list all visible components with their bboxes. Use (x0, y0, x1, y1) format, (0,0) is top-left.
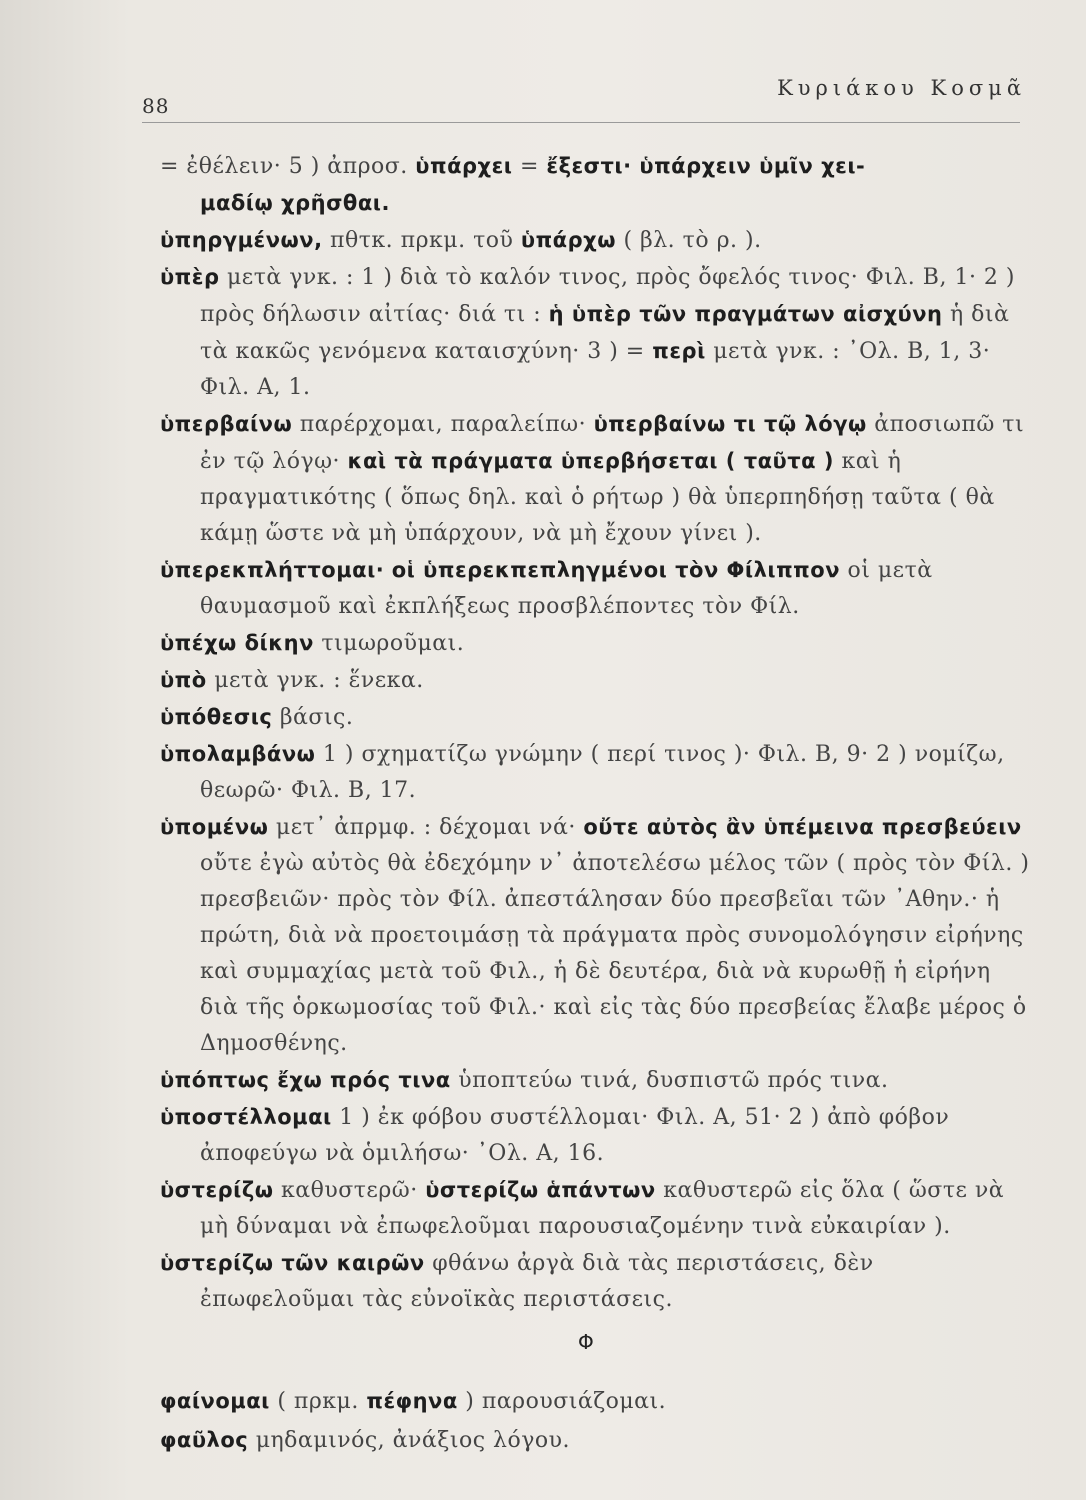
glossary-entry: φαίνομαι ( πρκμ. πέφηνα ) παρουσιάζομαι. (160, 1389, 667, 1414)
phi-section (160, 1382, 1030, 1460)
header-rule (142, 122, 1020, 123)
page-number: 88 (142, 94, 170, 118)
glossary-entry: ὑστερίζω καθυστερῶ· ὑστερίζω ἁπάντων καθυστερῶ εἰς ὅλα ( ὥστε νὰ μὴ δύναμαι νὰ ἐπωφελοῦμαι παρουσιαζομένην τινὰ εὐκαιρίαν ). (160, 1178, 1005, 1239)
running-head: Κυριάκου Κοσμᾶ (777, 76, 1026, 100)
glossary-entry: ὑπόθεσις βάσις. (160, 705, 354, 730)
glossary-entry: = ἐθέλειν· 5 ) ἀπροσ. ὑπάρχει = ἔξεστι· ὑπάρχειν ὑμῖν χει- μαδίῳ χρῆσθαι. (160, 154, 866, 215)
glossary-entry: φαῦλος μηδαμινός, ἀνάξιος λόγου. (160, 1428, 570, 1453)
glossary-entry: ὑπερεκπλήττομαι· οἱ ὑπερεκπεπληγμένοι τὸν Φίλιππον οἱ μετὰ θαυμασμοῦ καὶ ἐκπλήξεως προσβλέποντες τὸν Φίλ. (160, 558, 933, 619)
glossary-entry: ὑπερβαίνω παρέρχομαι, παραλείπω· ὑπερβαίνω τι τῷ λόγῳ ἀποσιωπῶ τι ἐν τῷ λόγῳ· καὶ τὰ πράγματα ὑπερβήσεται ( ταῦτα ) καὶ ἡ πραγματικότης ( ὅπως δηλ. καὶ ὁ ρήτωρ ) θὰ ὑπερπηδήσῃ ταῦτα ( θὰ κάμῃ ὥστε νὰ μὴ ὑπάρχουν, νὰ μὴ ἔχουν γίνει ). (160, 412, 1025, 546)
glossary-body (160, 148, 1030, 1318)
glossary-entry: ὑπηργμένων, πθτκ. πρκμ. τοῦ ὑπάρχω ( βλ. τὸ ρ. ). (160, 228, 762, 253)
glossary-entry: ὑπὲρ μετὰ γνκ. : 1 ) διὰ τὸ καλόν τινος, πρὸς ὄφελός τινος· Φιλ. Β, 1· 2 ) πρὸς δήλωσιν αἰτίας· διά τι : ἡ ὑπὲρ τῶν πραγμάτων αἰσχύνη ἡ διὰ τὰ κακῶς γενόμενα καταισχύνη· 3 ) = περὶ μετὰ γνκ. : ᾿Ολ. Β, 1, 3· Φιλ. Α, 1. (160, 265, 1015, 400)
glossary-entry: ὑπὸ μετὰ γνκ. : ἕνεκα. (160, 668, 424, 693)
glossary-entry: ὑπολαμβάνω 1 ) σχηματίζω γνώμην ( περί τινος )· Φιλ. Β, 9· 2 ) νομίζω, θεωρῶ· Φιλ. Β, 17. (160, 742, 1005, 803)
glossary-entry: ὑπόπτως ἔχω πρός τινα ὑποπτεύω τινά, δυσπιστῶ πρός τινα. (160, 1068, 889, 1093)
glossary-entry: ὑποστέλλομαι 1 ) ἐκ φόβου συστέλλομαι· Φιλ. Α, 51· 2 ) ἀπὸ φόβον ἀποφεύγω νὰ ὁμιλήσω· ᾿Ολ. Α, 16. (160, 1105, 950, 1166)
glossary-entry: ὑστερίζω τῶν καιρῶν φθάνω ἀργὰ διὰ τὰς περιστάσεις, δὲν ἐπωφελοῦμαι τὰς εὐνοϊκὰς περιστάσεις. (160, 1251, 874, 1312)
glossary-entry: ὑπομένω μετ᾿ ἀπρμφ. : δέχομαι νά· οὔτε αὐτὸς ἂν ὑπέμεινα πρεσβεύειν οὔτε ἐγὼ αὐτὸς θὰ ἐδεχόμην ν᾿ ἀποτελέσω μέλος τῶν ( πρὸς τὸν Φίλ. ) πρεσβειῶν· πρὸς τὸν Φίλ. ἀπεστάλησαν δύο πρεσβεῖαι τῶν ᾿Αθην.· ἡ πρώτη, διὰ νὰ προετοιμάσῃ τὰ πράγματα πρὸς συνομολόγησιν εἰρήνης καὶ συμμαχίας μετὰ τοῦ Φιλ., ἡ δὲ δευτέρα, διὰ νὰ κυρωθῇ ἡ εἰρήνη διὰ τῆς ὁρκωμοσίας τοῦ Φιλ.· καὶ εἰς τὰς δύο πρεσβείας ἔλαβε μέρος ὁ Δημοσθένης. (160, 815, 1030, 1056)
section-letter: Φ (578, 1330, 594, 1354)
glossary-entry: ὑπέχω δίκην τιμωροῦμαι. (160, 631, 465, 656)
